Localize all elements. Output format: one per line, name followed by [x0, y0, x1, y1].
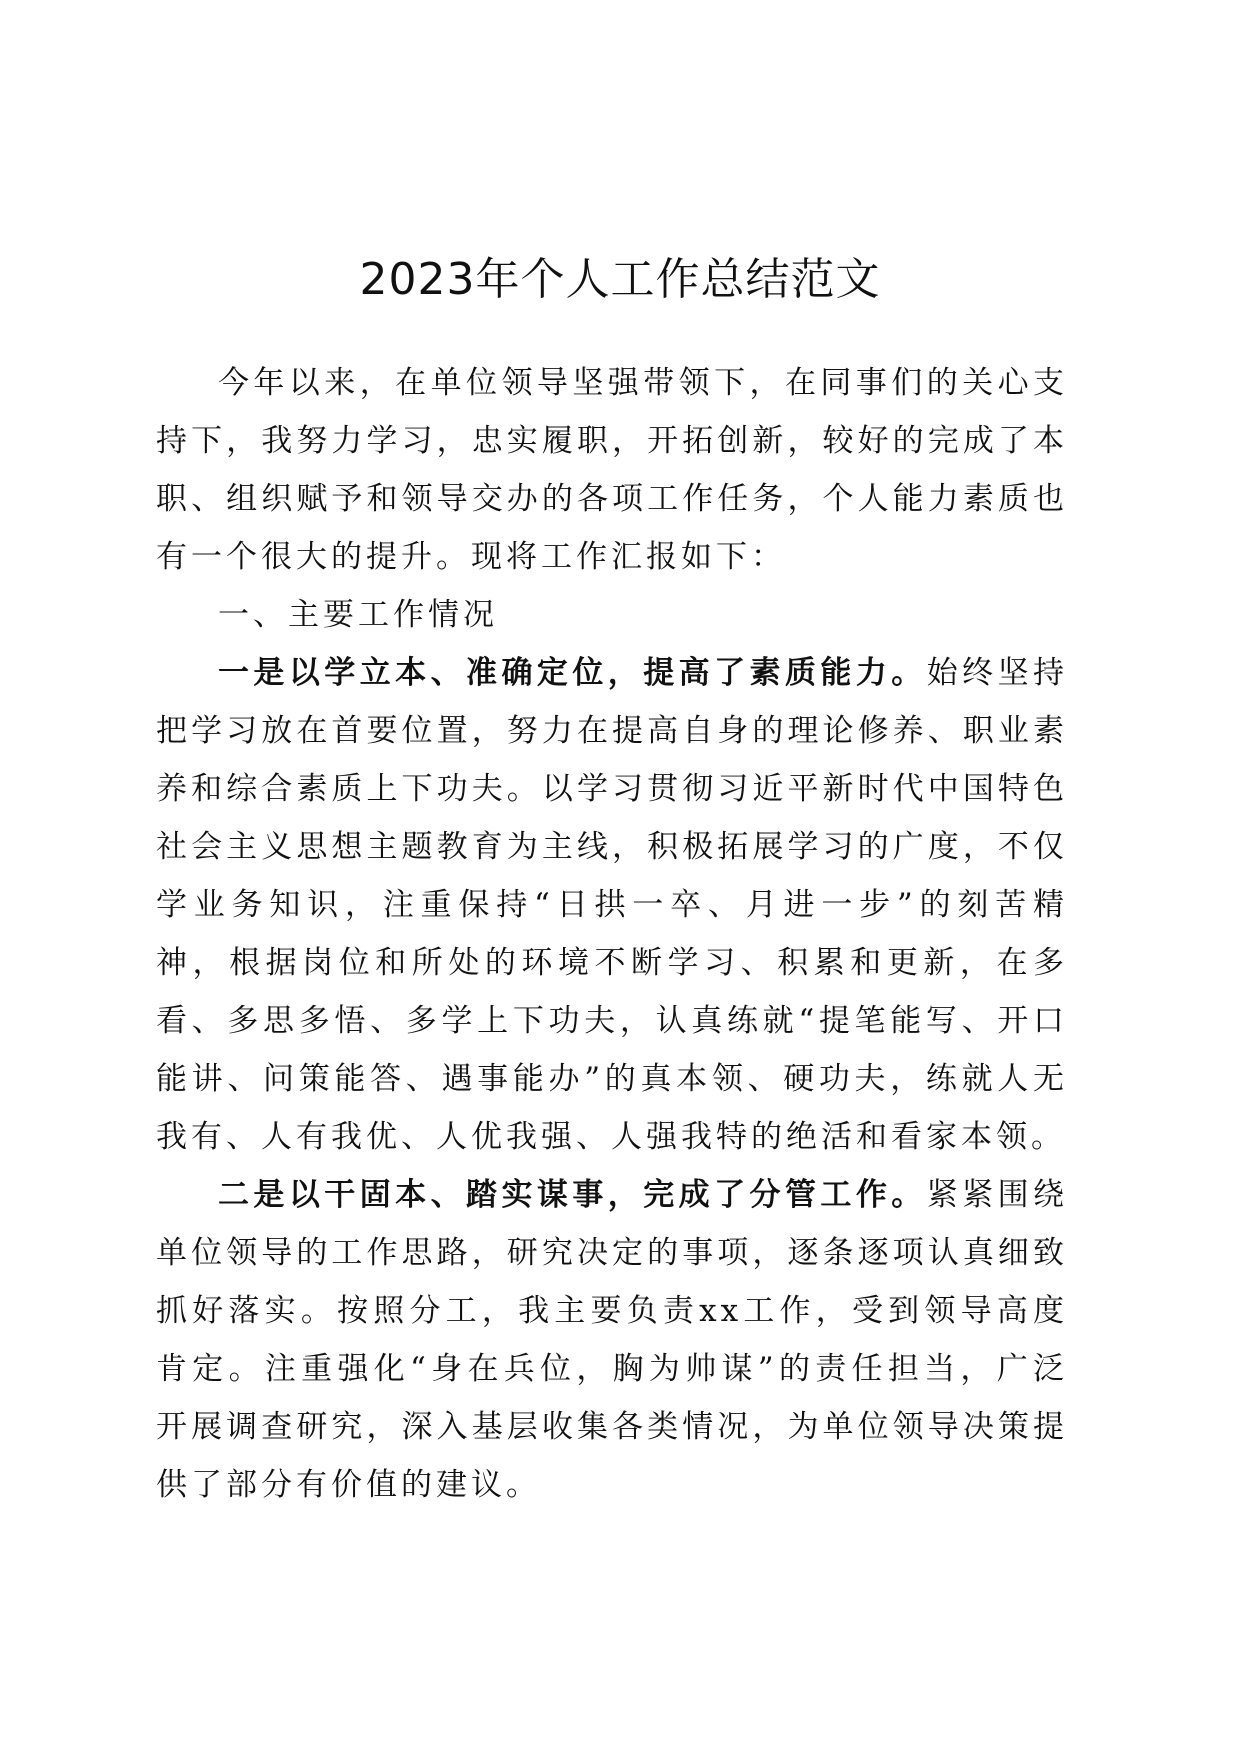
point-one-paragraph: [156, 644, 1068, 1166]
document-title: 2023年个人工作总结范文: [359, 254, 881, 305]
point-two-paragraph: [156, 1166, 1068, 1514]
document-body: [156, 354, 1068, 1514]
point-two-text: 紧紧围绕单位领导的工作思路，研究决定的事项，逐条逐项认真细致抓好落实。按照分工，我主要负责xx工作，受到领导高度肯定。注重强化“身在兵位，胸为帅谋”的责任担当，广泛开展调查研究，深入基层收集各类情况，为单位领导决策提供了部分有价值的建议。: [156, 1177, 1069, 1503]
point-two-lead: 二是以干固本、踏实谋事，完成了分管工作。: [218, 1177, 927, 1213]
section-heading: 一、主要工作情况: [218, 597, 498, 633]
intro-paragraph: 今年以来，在单位领导坚强带领下，在同事们的关心支持下，我努力学习，忠实履职，开拓创新，较好的完成了本职、组织赋予和领导交办的各项工作任务，个人能力素质也有一个很大的提升。现将工作汇报如下：: [156, 365, 1068, 575]
point-one-lead: 一是以学立本、准确定位，提高了素质能力。: [218, 655, 927, 691]
point-one-text: 始终坚持把学习放在首要位置，努力在提高自身的理论修养、职业素养和综合素质上下功夫。以学习贯彻习近平新时代中国特色社会主义思想主题教育为主线，积极拓展学习的广度，不仅学业务知识，注重保持“日拱一卒、月进一步”的刻苦精神，根据岗位和所处的环境不断学习、积累和更新，在多看、多思多悟、多学上下功夫，认真练就“提笔能写、开口能讲、问策能答、遇事能办”的真本领、硬功夫，练就人无我有、人有我优、人优我强、人强我特的绝活和看家本领。: [156, 655, 1069, 1155]
